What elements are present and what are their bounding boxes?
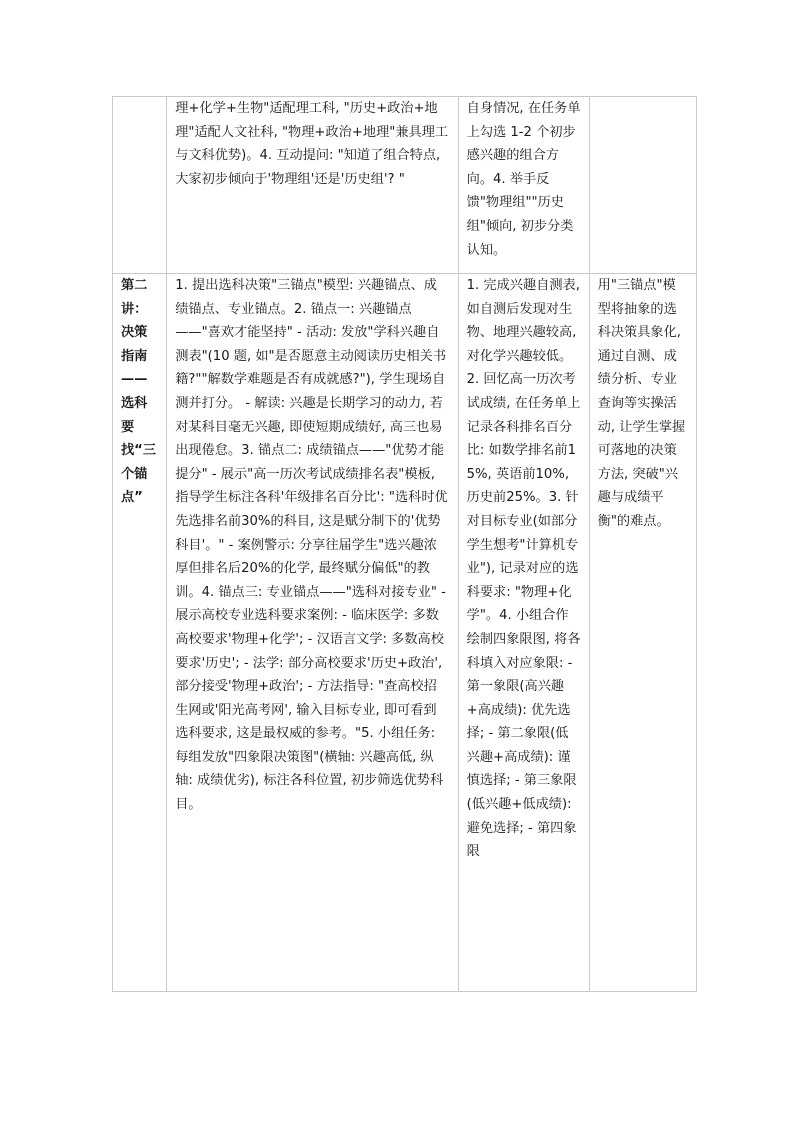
teacher-activity-cell: 理+化学+生物"适配理工科, "历史+政治+地理"适配人文社科, "物理+政治+地理"兼具理工与文科优势)。4. 互动提问: "知道了组合特点, 大家初步倾向于'物理组'还是'历史组'? " (167, 97, 458, 274)
design-intent-cell: 用"三锚点"模型将抽象的选科决策具象化, 通过自测、成绩分析、专业查询等实操活动, 让学生掌握可落地的决策方法, 突破"兴趣与成绩平衡"的难点。 (589, 274, 696, 992)
lesson-plan-table (112, 96, 697, 992)
teacher-activity-cell: 1. 提出选科决策"三锚点"模型: 兴趣锚点、成绩锚点、专业锚点。2. 锚点一: 兴趣锚点——"喜欢才能坚持" - 活动: 发放"学科兴趣自测表"(10 题, 如"是否愿意主动阅读历史相关书籍?""解数学难题是否有成就感?"), 学生现场自测并打分。 - 解读: 兴趣是长期学习的动力, 若对某科目毫无兴趣, 即使短期成绩好, 高三也易出现倦怠。3. 锚点二: 成绩锚点——"优势才能提分" - 展示"高一历次考试成绩排名表"模板, 指导学生标注各科'年级排名百分比': "选科时优先选排名前30%的科目, 这是赋分制下的'优势科目'。" - 案例警示: 分享往届学生"选兴趣浓厚但排名后20%的化学, 最终赋分偏低"的教训。4. 锚点三: 专业锚点——"选科对接专业" - 展示高校专业选科要求案例: - 临床医学: 多数高校要求'物理+化学'; - 汉语言文学: 多数高校要求'历史'; - 法学: 部分高校要求'历史+政治', 部分接受'物理+政治'; - 方法指导: "查高校招生网或'阳光高考网', 输入目标专业, 即可看到选科要求, 这是最权威的参考。"5. 小组任务: 每组发放"四象限决策图"(横轴: 兴趣高低, 纵轴: 成绩优劣), 标注各科位置, 初步筛选优势科目。 (167, 274, 458, 992)
stage-cell: 第二讲：决策指南——选科要找“三个锚点” (113, 274, 167, 992)
student-activity-cell: 1. 完成兴趣自测表, 如自测后发现对生物、地理兴趣较高, 对化学兴趣较低。2. 回忆高一历次考试成绩, 在任务单上记录各科排名百分比: 如数学排名前15%, 英语前10%, 历史前25%。3. 针对目标专业(如部分学生想考"计算机专业"), 记录对应的选科要求: "物理+化学"。4. 小组合作绘制四象限图, 将各科填入对应象限: - 第一象限(高兴趣+高成绩): 优先选择; - 第二象限(低兴趣+高成绩): 谨慎选择; - 第三象限(低兴趣+低成绩): 避免选择; - 第四象限 (458, 274, 589, 992)
design-intent-cell (589, 97, 696, 274)
table-row (113, 274, 697, 992)
student-activity-cell: 自身情况, 在任务单上勾选 1-2 个初步感兴趣的组合方向。4. 举手反馈"物理组""历史组"倾向, 初步分类认知。 (458, 97, 589, 274)
stage-cell (113, 97, 167, 274)
table-row (113, 97, 697, 274)
